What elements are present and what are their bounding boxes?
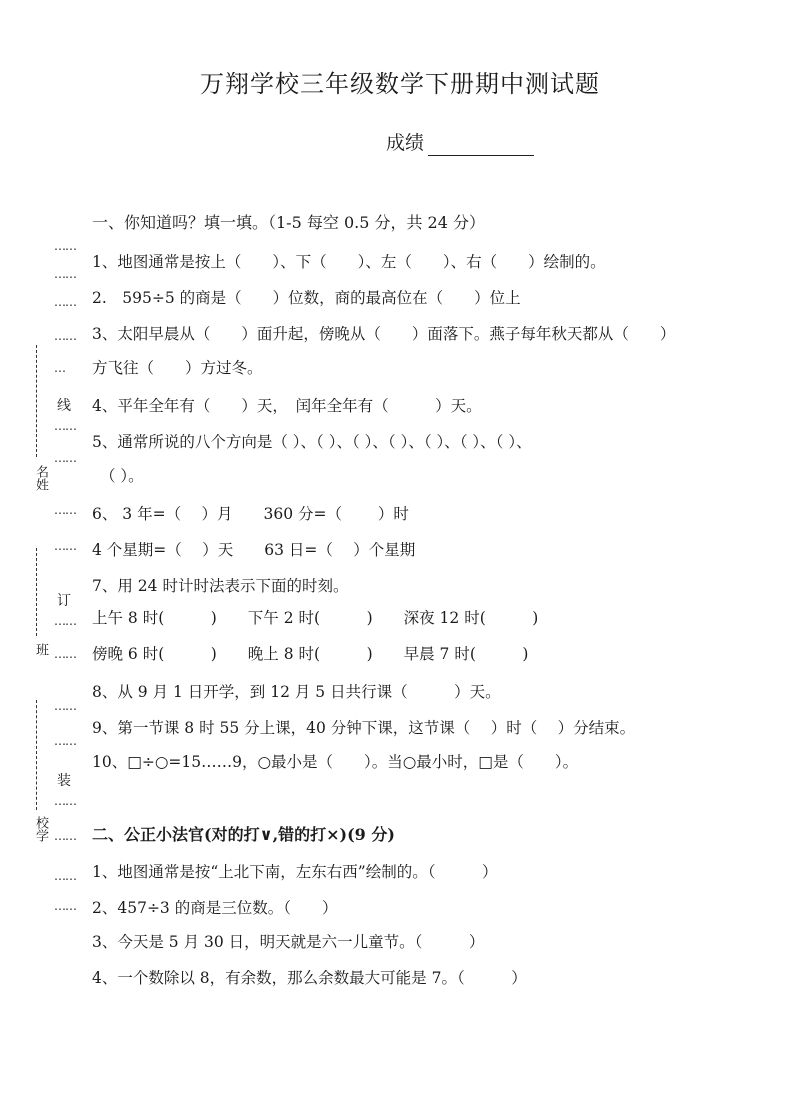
margin-dots: …… <box>54 295 76 309</box>
class-blank-line <box>36 548 38 636</box>
margin-dots: …… <box>54 699 76 713</box>
school-blank-line <box>36 700 38 810</box>
judge-question-3: 3、今天是 5 月 30 日，明天就是六一儿童节。（ ） <box>92 933 485 951</box>
question-6: 6、 3 年=（ ）月 360 分=（ ）时 <box>92 505 409 523</box>
question-10: 10、□÷○=15……9，○最小是（ ）。当○最小时，□是（ ）。 <box>92 753 579 771</box>
margin-dots: …… <box>54 503 76 517</box>
margin-dots: …… <box>54 451 76 465</box>
score-blank-line <box>428 155 534 156</box>
judge-question-2: 2、457÷3 的商是三位数。（ ） <box>92 899 338 917</box>
margin-dots: …… <box>54 829 76 843</box>
question-8: 8、从 9 月 1 日开学，到 12 月 5 日共行课（ ）天。 <box>92 683 501 701</box>
margin-dots: …… <box>54 614 76 628</box>
margin-dots: …… <box>54 899 76 913</box>
question-3-cont: 方飞往（ ）方过冬。 <box>92 359 263 377</box>
page-title: 万翔学校三年级数学下册期中测试题 <box>200 70 600 98</box>
question-7-row-2: 傍晚 6 时( ) 晚上 8 时( ) 早晨 7 时( ) <box>92 645 529 663</box>
judge-question-4: 4、一个数除以 8，有余数，那么余数最大可能是 7。（ ） <box>92 969 527 987</box>
margin-dots: …… <box>54 419 76 433</box>
margin-dots: …… <box>54 539 76 553</box>
margin-attach-char: 装 <box>57 773 71 789</box>
question-1: 1、地图通常是按上（ ）、下（ ）、左（ ）、右（ ）绘制的。 <box>92 253 606 271</box>
margin-bind-char: 订 <box>57 593 71 609</box>
margin-dots: …… <box>54 794 76 808</box>
section-2-heading: 二、公正小法官(对的打∨,错的打×)(9 分) <box>92 825 395 844</box>
question-6-cont: 4 个星期=（ ）天 63 日=（ ）个星期 <box>92 541 416 559</box>
margin-dots: …… <box>54 734 76 748</box>
margin-line-char: 线 <box>57 398 71 414</box>
class-label: 班 <box>33 643 48 656</box>
question-5-cont: （ ）。 <box>100 467 144 485</box>
margin-dots: …… <box>54 647 76 661</box>
score-label: 成绩 <box>386 132 425 154</box>
question-7-row-1: 上午 8 时( ) 下午 2 时( ) 深夜 12 时( ) <box>92 609 539 627</box>
question-2: 2. 595÷5 的商是（ ）位数，商的最高位在（ ）位上 <box>92 289 521 307</box>
margin-dots: … <box>54 361 65 375</box>
question-3: 3、太阳早晨从（ ）面升起，傍晚从（ ）面落下。燕子每年秋天都从（ ） <box>92 325 676 343</box>
margin-dots: …… <box>54 869 76 883</box>
name-blank-line <box>36 345 38 457</box>
margin-dots: …… <box>54 267 76 281</box>
school-label: 校学 <box>33 816 48 842</box>
margin-dots: …… <box>54 239 76 253</box>
margin-dots: …… <box>54 329 76 343</box>
question-9: 9、第一节课 8 时 55 分上课，40 分钟下课，这节课（ ）时（ ）分结束。 <box>92 719 636 737</box>
name-label: 名姓 <box>33 465 48 491</box>
question-7: 7、用 24 时计时法表示下面的时刻。 <box>92 577 349 595</box>
judge-question-1: 1、地图通常是按“上北下南，左东右西”绘制的。（ ） <box>92 863 498 881</box>
question-5: 5、通常所说的八个方向是（ ）、（ ）、（ ）、（ ）、（ ）、（ ）、（ ）、 <box>92 433 532 451</box>
question-4: 4、平年全年有（ ）天， 闰年全年有（ ）天。 <box>92 397 482 415</box>
section-1-heading: 一、你知道吗？填一填。（1-5 每空 0.5 分，共 24 分） <box>92 213 486 232</box>
